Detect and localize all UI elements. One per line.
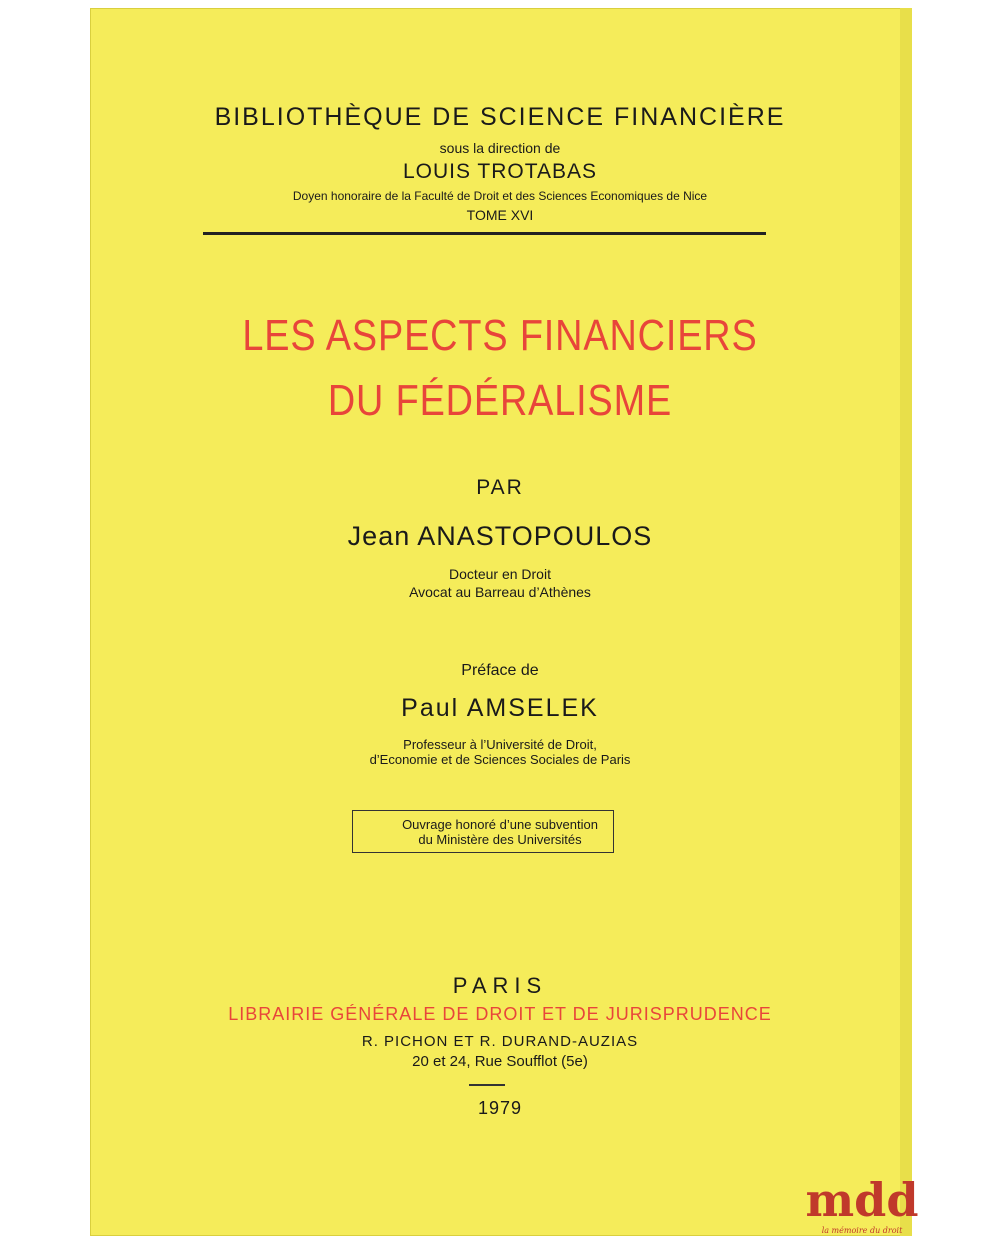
tome-number: TOME XVI	[466, 207, 534, 223]
header-divider	[203, 232, 766, 235]
publisher-city: PARIS	[452, 973, 548, 998]
direction-label: sous la direction de	[439, 140, 561, 156]
preface-credential-2: d’Economie et de Sciences Sociales de Paris	[369, 752, 631, 767]
publication-year: 1979	[477, 1098, 523, 1118]
publisher-name: LIBRAIRIE GÉNÉRALE DE DROIT ET DE JURISPRUDENCE	[228, 1004, 772, 1024]
mdd-logo	[805, 1168, 919, 1238]
publisher-address: 20 et 24, Rue Soufflot (5e)	[412, 1053, 588, 1070]
book-title-line-1: LES ASPECTS FINANCIERS	[242, 311, 758, 360]
series-director: LOUIS TROTABAS	[402, 160, 598, 183]
author-credential-1: Docteur en Droit	[449, 566, 551, 582]
logo-tagline: la mémoire du droit	[821, 1226, 903, 1235]
svg-text:mdd: mdd	[805, 1173, 919, 1227]
book-title-line-2: DU FÉDÉRALISME	[327, 376, 673, 425]
preface-label: Préface de	[461, 662, 539, 679]
by-label: PAR	[476, 476, 524, 499]
publisher-owners: R. PICHON ET R. DURAND-AUZIAS	[361, 1033, 639, 1050]
subsidy-notice-line-2: du Ministère des Universités	[418, 832, 582, 847]
year-divider	[469, 1084, 505, 1086]
preface-author: Paul AMSELEK	[401, 694, 599, 722]
series-title: BIBLIOTHÈQUE DE SCIENCE FINANCIÈRE	[214, 103, 786, 131]
director-title: Doyen honoraire de la Faculté de Droit et des Sciences Economiques de Nice	[292, 189, 708, 203]
author-name: Jean ANASTOPOULOS	[347, 521, 653, 551]
subsidy-notice-line-1: Ouvrage honoré d’une subvention	[402, 817, 598, 832]
author-credential-2: Avocat au Barreau d’Athènes	[409, 584, 591, 600]
preface-credential-1: Professeur à l’Université de Droit,	[403, 737, 597, 752]
mdd-logo-icon	[805, 1168, 919, 1228]
